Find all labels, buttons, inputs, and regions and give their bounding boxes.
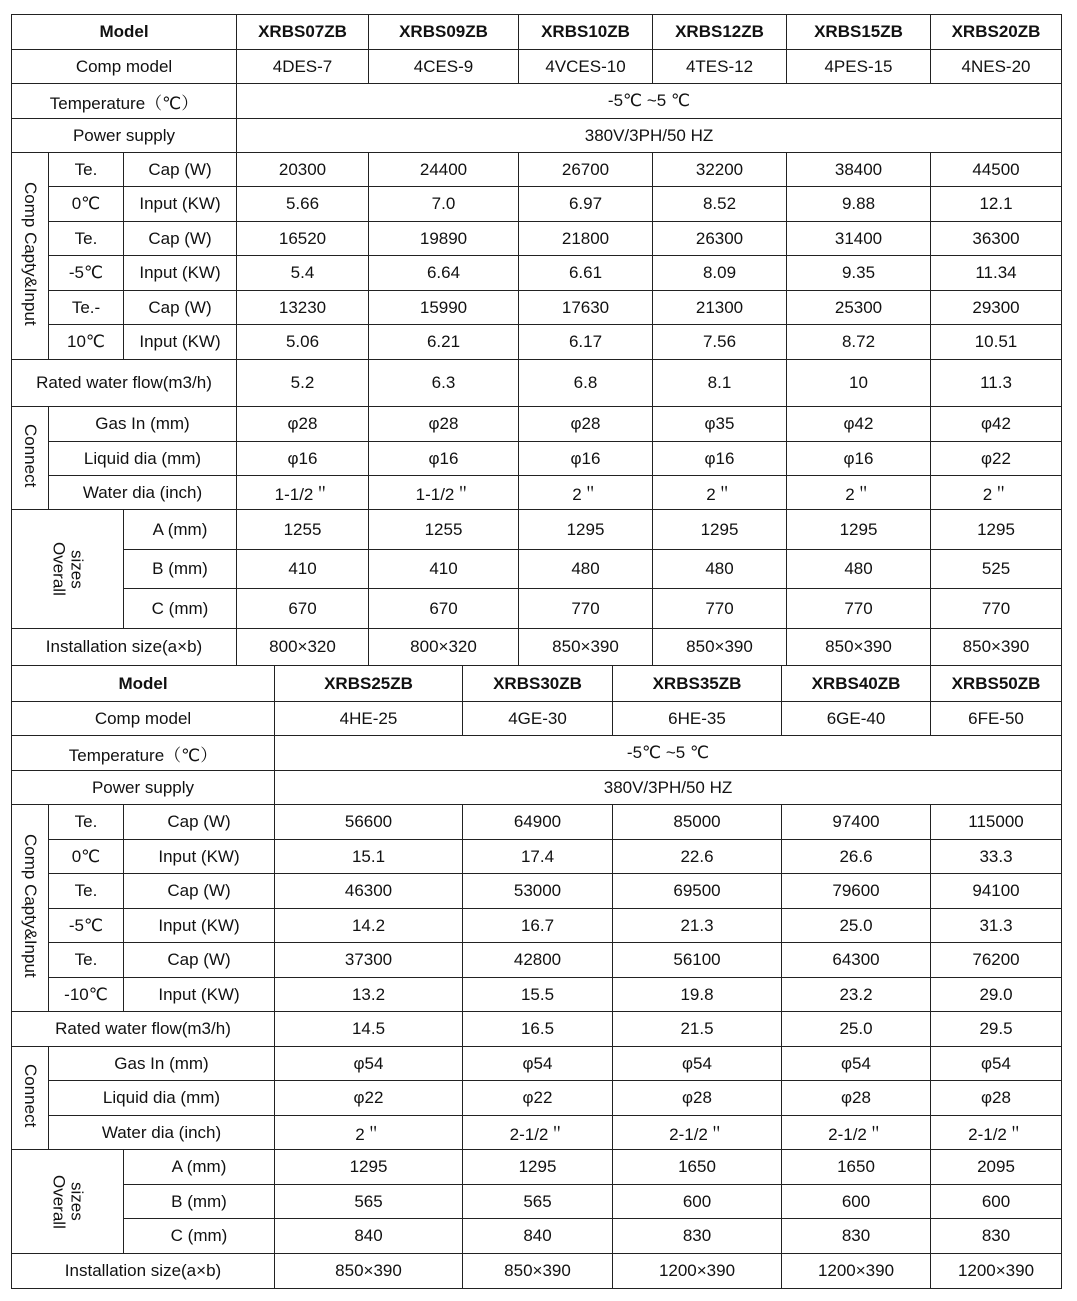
- cell: φ54: [613, 1047, 782, 1081]
- temperature-row: [12, 84, 1062, 119]
- cell: 5.06: [237, 325, 369, 360]
- size-b-row: [12, 1185, 1062, 1219]
- cell: 33.3: [931, 840, 1062, 874]
- cell: 840: [275, 1219, 463, 1254]
- te-label: Te.: [49, 805, 124, 840]
- row-label: Comp model: [12, 50, 237, 84]
- cell: 56100: [613, 943, 782, 978]
- te-label: Te.: [49, 153, 124, 187]
- cell: 11.34: [931, 256, 1062, 291]
- model-name: XRBS40ZB: [782, 666, 931, 702]
- cell: 2-1/2＂: [613, 1116, 782, 1150]
- param-label: Input (KW): [124, 325, 237, 360]
- comp-model-row: [12, 50, 1062, 84]
- cell: φ16: [369, 442, 519, 476]
- cell: 10: [787, 360, 931, 407]
- cell: φ35: [653, 407, 787, 442]
- cell: 770: [653, 589, 787, 629]
- input-row: [12, 840, 1062, 874]
- size-b-row: [12, 550, 1062, 589]
- cell: 21300: [653, 291, 787, 325]
- cell: 1295: [463, 1150, 613, 1185]
- cell: 115000: [931, 805, 1062, 840]
- model-label: Model: [12, 15, 237, 50]
- param-label: Cap (W): [124, 291, 237, 325]
- connect-group-label: Connect: [12, 407, 49, 510]
- cell: 4NES-20: [931, 50, 1062, 84]
- te-label: 0℃: [49, 187, 124, 222]
- temperature-value: -5℃ ~5 ℃: [275, 736, 1062, 771]
- cell: 410: [369, 550, 519, 589]
- param-label: Cap (W): [124, 805, 275, 840]
- cell: 1295: [653, 510, 787, 550]
- cell: 565: [275, 1185, 463, 1219]
- te-label: Te.-: [49, 291, 124, 325]
- cell: 15990: [369, 291, 519, 325]
- spec-table-2: [11, 665, 1062, 1289]
- cell: 79600: [782, 874, 931, 909]
- size-a-row: [12, 1150, 1062, 1185]
- cell: 480: [787, 550, 931, 589]
- cell: 13230: [237, 291, 369, 325]
- param-label: Input (KW): [124, 840, 275, 874]
- cell: 830: [782, 1219, 931, 1254]
- cell: 22.6: [613, 840, 782, 874]
- cell: 6.17: [519, 325, 653, 360]
- cell: 21.3: [613, 909, 782, 943]
- cell: φ22: [275, 1081, 463, 1116]
- cell: 42800: [463, 943, 613, 978]
- cell: 850×390: [931, 629, 1062, 666]
- cell: 670: [369, 589, 519, 629]
- cell: φ16: [653, 442, 787, 476]
- cell: 14.5: [275, 1012, 463, 1047]
- cell: 23.2: [782, 978, 931, 1012]
- cell: 850×390: [463, 1254, 613, 1289]
- cell: 26.6: [782, 840, 931, 874]
- cell: 480: [519, 550, 653, 589]
- capacity-row: [12, 153, 1062, 187]
- row-label: Liquid dia (mm): [49, 1081, 275, 1116]
- cell: 16.7: [463, 909, 613, 943]
- cell: 97400: [782, 805, 931, 840]
- size-c-row: [12, 1219, 1062, 1254]
- comp-capacity-group-label: Comp Capty&Input: [12, 805, 49, 1012]
- param-label: Cap (W): [124, 153, 237, 187]
- cell: 1-1/2＂: [237, 476, 369, 510]
- param-label: Input (KW): [124, 187, 237, 222]
- cell: 31400: [787, 222, 931, 256]
- cell: 770: [519, 589, 653, 629]
- cell: 11.3: [931, 360, 1062, 407]
- model-name: XRBS20ZB: [931, 15, 1062, 50]
- cell: 4TES-12: [653, 50, 787, 84]
- cell: 44500: [931, 153, 1062, 187]
- overall-sizes-group-label: Overall sizes: [12, 510, 124, 629]
- param-label: A (mm): [124, 510, 237, 550]
- cell: 670: [237, 589, 369, 629]
- capacity-row: [12, 805, 1062, 840]
- cell: 6.21: [369, 325, 519, 360]
- row-label: Gas In (mm): [49, 1047, 275, 1081]
- water-flow-row: [12, 1012, 1062, 1047]
- cell: 800×320: [237, 629, 369, 666]
- cell: 1295: [787, 510, 931, 550]
- cell: 94100: [931, 874, 1062, 909]
- cell: 8.52: [653, 187, 787, 222]
- row-label: Installation size(a×b): [12, 1254, 275, 1289]
- cell: 64900: [463, 805, 613, 840]
- model-name: XRBS25ZB: [275, 666, 463, 702]
- cell: 29300: [931, 291, 1062, 325]
- cell: 14.2: [275, 909, 463, 943]
- cell: 21800: [519, 222, 653, 256]
- cell: 4GE-30: [463, 702, 613, 736]
- row-label: Comp model: [12, 702, 275, 736]
- cell: 15.5: [463, 978, 613, 1012]
- cell: 25300: [787, 291, 931, 325]
- cell: 25.0: [782, 1012, 931, 1047]
- cell: 850×390: [519, 629, 653, 666]
- cell: 525: [931, 550, 1062, 589]
- cell: φ28: [369, 407, 519, 442]
- cell: 600: [613, 1185, 782, 1219]
- power-supply-value: 380V/3PH/50 HZ: [275, 771, 1062, 805]
- cell: φ42: [787, 407, 931, 442]
- cell: 56600: [275, 805, 463, 840]
- cell: 5.2: [237, 360, 369, 407]
- cell: 6HE-35: [613, 702, 782, 736]
- cell: φ28: [782, 1081, 931, 1116]
- param-label: Cap (W): [124, 943, 275, 978]
- installation-row: [12, 1254, 1062, 1289]
- cell: 770: [931, 589, 1062, 629]
- cell: φ16: [787, 442, 931, 476]
- cell: 10.51: [931, 325, 1062, 360]
- liquid-dia-row: [12, 442, 1062, 476]
- row-label: Rated water flow(m3/h): [12, 1012, 275, 1047]
- cell: 15.1: [275, 840, 463, 874]
- overall-sizes-group-label: Overall sizes: [12, 1150, 124, 1254]
- model-name: XRBS15ZB: [787, 15, 931, 50]
- model-name: XRBS50ZB: [931, 666, 1062, 702]
- cell: 64300: [782, 943, 931, 978]
- cell: 600: [931, 1185, 1062, 1219]
- cell: 4CES-9: [369, 50, 519, 84]
- cell: φ54: [782, 1047, 931, 1081]
- power-supply-row: [12, 771, 1062, 805]
- water-dia-row: [12, 476, 1062, 510]
- cell: 19.8: [613, 978, 782, 1012]
- cell: 17.4: [463, 840, 613, 874]
- cell: 850×390: [787, 629, 931, 666]
- te-label: 0℃: [49, 840, 124, 874]
- row-label: Temperature（℃）: [12, 736, 275, 771]
- param-label: B (mm): [124, 550, 237, 589]
- cell: 85000: [613, 805, 782, 840]
- cell: 6.64: [369, 256, 519, 291]
- cell: φ16: [519, 442, 653, 476]
- row-label: Installation size(a×b): [12, 629, 237, 666]
- cell: 37300: [275, 943, 463, 978]
- cell: 600: [782, 1185, 931, 1219]
- cell: 29.5: [931, 1012, 1062, 1047]
- cell: φ54: [275, 1047, 463, 1081]
- cell: 2-1/2＂: [782, 1116, 931, 1150]
- param-label: Cap (W): [124, 874, 275, 909]
- cell: 6.97: [519, 187, 653, 222]
- cell: 840: [463, 1219, 613, 1254]
- cell: 1-1/2＂: [369, 476, 519, 510]
- cell: φ28: [237, 407, 369, 442]
- temperature-row: [12, 736, 1062, 771]
- cell: 410: [237, 550, 369, 589]
- model-name: XRBS09ZB: [369, 15, 519, 50]
- capacity-row: [12, 222, 1062, 256]
- model-name: XRBS10ZB: [519, 15, 653, 50]
- cell: φ28: [931, 1081, 1062, 1116]
- comp-model-row: [12, 702, 1062, 736]
- param-label: C (mm): [124, 1219, 275, 1254]
- gas-in-row: [12, 407, 1062, 442]
- te-label: -5℃: [49, 256, 124, 291]
- cell: 5.4: [237, 256, 369, 291]
- cell: φ28: [519, 407, 653, 442]
- cell: 2-1/2＂: [463, 1116, 613, 1150]
- cell: 76200: [931, 943, 1062, 978]
- cell: 1295: [931, 510, 1062, 550]
- cell: 20300: [237, 153, 369, 187]
- gas-in-row: [12, 1047, 1062, 1081]
- te-label: Te.: [49, 874, 124, 909]
- row-label: Temperature（℃）: [12, 84, 237, 119]
- cell: 1650: [613, 1150, 782, 1185]
- cell: 2＂: [931, 476, 1062, 510]
- cell: 830: [613, 1219, 782, 1254]
- cell: 8.1: [653, 360, 787, 407]
- power-supply-value: 380V/3PH/50 HZ: [237, 119, 1062, 153]
- cell: 565: [463, 1185, 613, 1219]
- cell: 770: [787, 589, 931, 629]
- model-name: XRBS07ZB: [237, 15, 369, 50]
- cell: 850×390: [275, 1254, 463, 1289]
- cell: 1200×390: [931, 1254, 1062, 1289]
- cell: 2＂: [653, 476, 787, 510]
- cell: 21.5: [613, 1012, 782, 1047]
- param-label: Input (KW): [124, 256, 237, 291]
- power-supply-row: [12, 119, 1062, 153]
- te-label: 10℃: [49, 325, 124, 360]
- cell: 7.56: [653, 325, 787, 360]
- cell: 850×390: [653, 629, 787, 666]
- row-label: Rated water flow(m3/h): [12, 360, 237, 407]
- cell: 29.0: [931, 978, 1062, 1012]
- water-flow-row: [12, 360, 1062, 407]
- cell: 4PES-15: [787, 50, 931, 84]
- cell: 32200: [653, 153, 787, 187]
- input-row: [12, 909, 1062, 943]
- cell: 800×320: [369, 629, 519, 666]
- cell: 1295: [519, 510, 653, 550]
- cell: 4HE-25: [275, 702, 463, 736]
- cell: 6.61: [519, 256, 653, 291]
- cell: 6.3: [369, 360, 519, 407]
- cell: φ54: [463, 1047, 613, 1081]
- comp-capacity-group-label: Comp Capty&Input: [12, 153, 49, 360]
- cell: 2-1/2＂: [931, 1116, 1062, 1150]
- cell: 16520: [237, 222, 369, 256]
- installation-row: [12, 629, 1062, 666]
- cell: 13.2: [275, 978, 463, 1012]
- cell: 36300: [931, 222, 1062, 256]
- input-row: [12, 978, 1062, 1012]
- input-row: [12, 256, 1062, 291]
- cell: 17630: [519, 291, 653, 325]
- spec-table-1: [11, 14, 1062, 666]
- cell: φ42: [931, 407, 1062, 442]
- cell: 9.35: [787, 256, 931, 291]
- liquid-dia-row: [12, 1081, 1062, 1116]
- te-label: -10℃: [49, 978, 124, 1012]
- input-row: [12, 325, 1062, 360]
- cell: 2＂: [519, 476, 653, 510]
- capacity-row: [12, 874, 1062, 909]
- cell: 2095: [931, 1150, 1062, 1185]
- cell: 6FE-50: [931, 702, 1062, 736]
- cell: 6.8: [519, 360, 653, 407]
- spec-sheet: [11, 14, 1061, 1289]
- cell: 480: [653, 550, 787, 589]
- param-label: Cap (W): [124, 222, 237, 256]
- cell: 12.1: [931, 187, 1062, 222]
- cell: 2＂: [275, 1116, 463, 1150]
- cell: 26300: [653, 222, 787, 256]
- te-label: Te.: [49, 222, 124, 256]
- row-label: Power supply: [12, 771, 275, 805]
- header-row: [12, 666, 1062, 702]
- cell: 25.0: [782, 909, 931, 943]
- cell: 6GE-40: [782, 702, 931, 736]
- cell: 8.72: [787, 325, 931, 360]
- cell: 830: [931, 1219, 1062, 1254]
- cell: 4DES-7: [237, 50, 369, 84]
- cell: φ54: [931, 1047, 1062, 1081]
- header-row: [12, 15, 1062, 50]
- param-label: A (mm): [124, 1150, 275, 1185]
- water-dia-row: [12, 1116, 1062, 1150]
- cell: 1650: [782, 1150, 931, 1185]
- temperature-value: -5℃ ~5 ℃: [237, 84, 1062, 119]
- size-c-row: [12, 589, 1062, 629]
- row-label: Gas In (mm): [49, 407, 237, 442]
- param-label: B (mm): [124, 1185, 275, 1219]
- cell: 1255: [369, 510, 519, 550]
- cell: 38400: [787, 153, 931, 187]
- cell: 7.0: [369, 187, 519, 222]
- cell: 26700: [519, 153, 653, 187]
- cell: 2＂: [787, 476, 931, 510]
- model-name: XRBS30ZB: [463, 666, 613, 702]
- cell: 24400: [369, 153, 519, 187]
- cell: φ16: [237, 442, 369, 476]
- cell: 53000: [463, 874, 613, 909]
- cell: 8.09: [653, 256, 787, 291]
- cell: 69500: [613, 874, 782, 909]
- cell: 31.3: [931, 909, 1062, 943]
- input-row: [12, 187, 1062, 222]
- cell: φ22: [931, 442, 1062, 476]
- cell: 46300: [275, 874, 463, 909]
- cell: 1255: [237, 510, 369, 550]
- connect-group-label: Connect: [12, 1047, 49, 1150]
- row-label: Liquid dia (mm): [49, 442, 237, 476]
- cell: 16.5: [463, 1012, 613, 1047]
- row-label: Water dia (inch): [49, 1116, 275, 1150]
- te-label: -5℃: [49, 909, 124, 943]
- model-name: XRBS12ZB: [653, 15, 787, 50]
- cell: 19890: [369, 222, 519, 256]
- te-label: Te.: [49, 943, 124, 978]
- cell: φ22: [463, 1081, 613, 1116]
- capacity-row: [12, 943, 1062, 978]
- cell: φ28: [613, 1081, 782, 1116]
- size-a-row: [12, 510, 1062, 550]
- cell: 5.66: [237, 187, 369, 222]
- row-label: Power supply: [12, 119, 237, 153]
- row-label: Water dia (inch): [49, 476, 237, 510]
- cell: 4VCES-10: [519, 50, 653, 84]
- param-label: C (mm): [124, 589, 237, 629]
- cell: 1200×390: [782, 1254, 931, 1289]
- param-label: Input (KW): [124, 909, 275, 943]
- cell: 1200×390: [613, 1254, 782, 1289]
- cell: 1295: [275, 1150, 463, 1185]
- cell: 9.88: [787, 187, 931, 222]
- param-label: Input (KW): [124, 978, 275, 1012]
- model-label: Model: [12, 666, 275, 702]
- model-name: XRBS35ZB: [613, 666, 782, 702]
- capacity-row: [12, 291, 1062, 325]
